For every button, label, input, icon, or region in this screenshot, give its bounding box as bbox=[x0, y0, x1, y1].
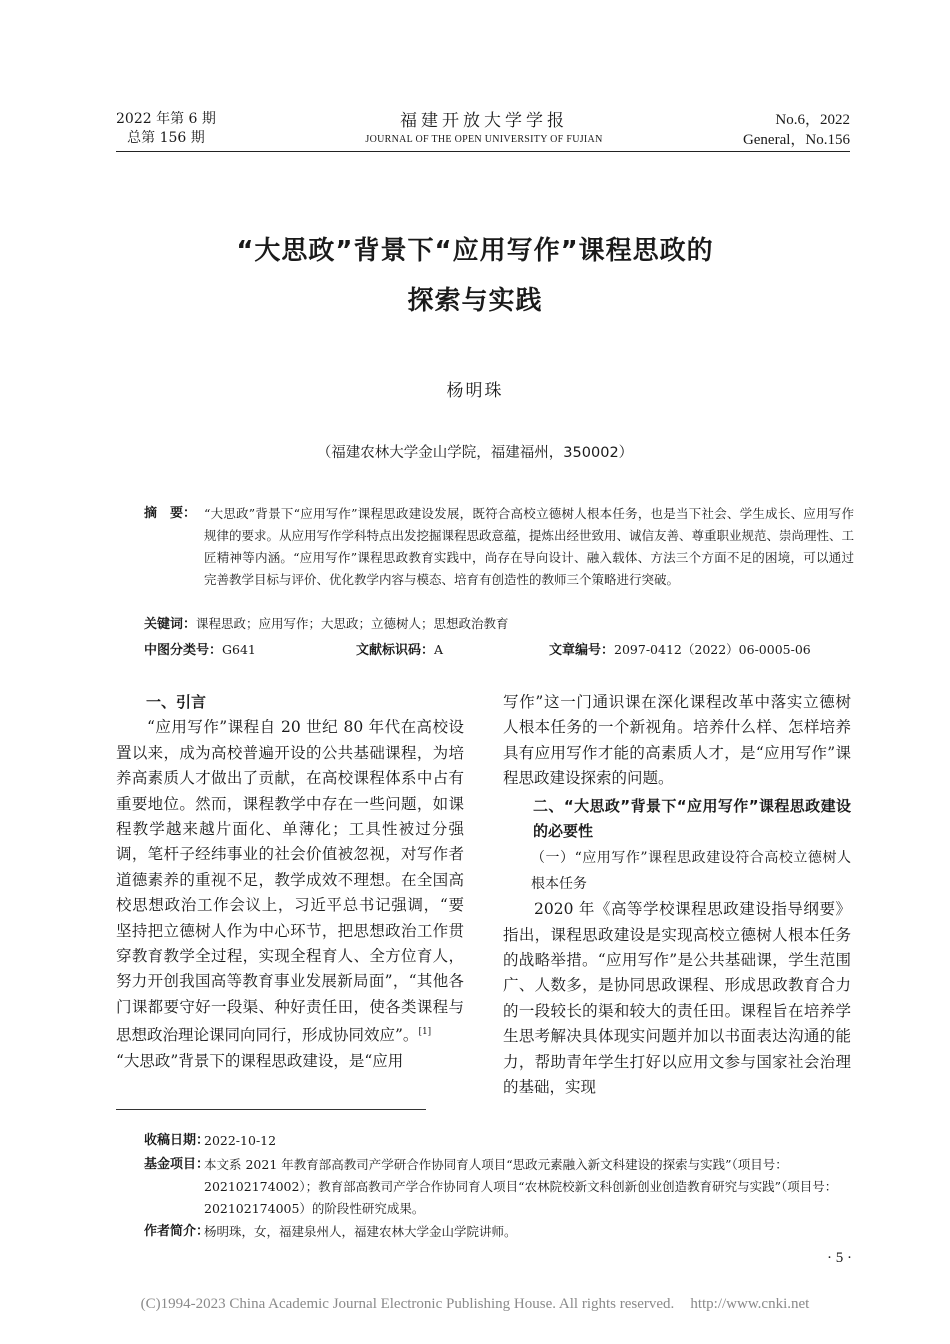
clc-value: G641 bbox=[222, 642, 256, 657]
title-line-2: 探索与实践 bbox=[407, 286, 543, 316]
author-affiliation: （福建农林大学金山学院，福建福州，350002） bbox=[316, 445, 634, 461]
body-column-right bbox=[503, 690, 851, 1101]
section-1-paragraph-2: “大思政”背景下的课程思政建设，是“应用 bbox=[116, 1051, 404, 1070]
total-issue-cn: 总第 156 期 bbox=[127, 130, 205, 146]
keywords-text: 课程思政；应用写作；大思政；立德树人；思想政治教育 bbox=[196, 616, 509, 631]
fund-project bbox=[144, 1154, 860, 1220]
doc-code-value: A bbox=[434, 642, 444, 657]
section-1-paragraph-1 bbox=[116, 715, 464, 1048]
keywords bbox=[144, 614, 509, 635]
fund-label: 基金项目： bbox=[144, 1157, 210, 1172]
header-issue-en bbox=[743, 110, 850, 150]
body-column-left bbox=[116, 690, 464, 1074]
cnki-watermark bbox=[0, 1296, 950, 1313]
header-rule bbox=[116, 151, 850, 152]
article-no-label: 文章编号： bbox=[549, 643, 615, 658]
total-issue-en: General，No.156 bbox=[742, 132, 850, 148]
received-value: 2022-10-12 bbox=[204, 1133, 277, 1148]
reference-mark: [1] bbox=[418, 1027, 432, 1038]
author-name: 杨明珠 bbox=[446, 381, 504, 401]
clc-number bbox=[144, 640, 256, 661]
keywords-label: 关键词： bbox=[144, 617, 197, 632]
footnote-rule bbox=[116, 1109, 426, 1110]
abstract bbox=[144, 503, 854, 591]
title-line-1: “大思政”背景下“应用写作”课程思政的 bbox=[236, 236, 714, 266]
issue-en: No.6，2022 bbox=[775, 112, 850, 128]
issue-cn: 2022 年第 6 期 bbox=[116, 111, 216, 127]
article-number bbox=[549, 640, 811, 661]
journal-name bbox=[334, 110, 634, 148]
journal-name-cn: 福建开放大学学报 bbox=[400, 111, 568, 131]
page-number: · 5 · bbox=[827, 1250, 852, 1266]
article-title bbox=[100, 226, 850, 326]
abstract-label: 摘 要： bbox=[144, 506, 197, 521]
watermark-site: http://www.cnki.net bbox=[690, 1296, 810, 1312]
subsection-1-heading: （一）“应用写作”课程思政建设符合高校立德树人根本任务 bbox=[531, 850, 851, 892]
author-bio-value: 杨明珠，女，福建泉州人，福建农林大学金山学院讲师。 bbox=[204, 1224, 517, 1239]
document-code bbox=[356, 640, 443, 661]
doc-code-label: 文献标识码： bbox=[356, 643, 435, 658]
journal-name-en: JOURNAL OF THE OPEN UNIVERSITY OF FUJIAN bbox=[365, 134, 603, 145]
header-issue-cn bbox=[116, 110, 216, 148]
section-2-heading: 二、“大思政”背景下“应用写作”课程思政建设的必要性 bbox=[533, 796, 851, 841]
section-1-heading: 一、引言 bbox=[146, 693, 207, 711]
fund-value: 本文系 2021 年教育部高教司产学研合作协同育人项目“思政元素融入新文科建设的探索与实践”（项目号：202102174002）；教育部高教司产学合作协同育人项目“农林院校新文科创新创业创造教育研究与实践”（项目号：202102174005）的阶段性研究成果。 bbox=[204, 1157, 838, 1216]
clc-label: 中图分类号： bbox=[144, 643, 223, 658]
abstract-text: “大思政”背景下“应用写作”课程思政建设发展，既符合高校立德树人根本任务，也是当下社会、学生成长、应用写作规律的要求。从应用写作学科特点出发挖掘课程思政意蕴，提炼出经世致用、诚信友善、尊重职业规范、崇尚理性、工匠精神等内涵。“应用写作”课程思政教育实践中，尚存在导向设计、融入载体、方法三个方面不足的困境，可以通过完善教学目标与评价、优化教学内容与模态、培育有创造性的教师三个策略进行突破。 bbox=[204, 506, 855, 587]
received-label: 收稿日期： bbox=[144, 1133, 210, 1148]
author-bio bbox=[144, 1221, 860, 1243]
received-date bbox=[144, 1130, 860, 1152]
author-bio-label: 作者简介： bbox=[144, 1224, 210, 1239]
article-no-value: 2097-0412（2022）06-0005-06 bbox=[614, 642, 811, 657]
watermark-copyright: (C)1994-2023 China Academic Journal Electronic Publishing House. All rights reserved. bbox=[140, 1296, 675, 1312]
section-1-paragraph-2-continued: 写作”这一门通识课在深化课程改革中落实立德树人根本任务的一个新视角。培养什么样、怎样培养具有应用写作才能的高素质人才，是“应用写作”课程思政建设探索的问题。 bbox=[503, 693, 851, 788]
subsection-1-paragraph-1: 2020 年《高等学校课程思政建设指导纲要》指出，课程思政建设是实现高校立德树人根本任务的战略举措。“应用写作”是公共基础课，学生范围广、人数多，是协同思政课程、形成思政教育合力的一段较长的渠和较大的责任田。课程旨在培养学生思考解决具体现实问题并加以书面表达沟通的能力，帮助青年学生打好以应用文参与国家社会治理的基础，实现 bbox=[503, 900, 851, 1097]
section-1-paragraph-1-text: “应用写作”课程自 20 世纪 80 年代在高校设置以来，成为高校普遍开设的公共基础课程，为培养高素质人才做出了贡献，在高校课程体系中占有重要地位。然而，课程教学中存在一些问题，如课程教学越来越片面化、单薄化；工具性被过分强调，笔杆子经纬事业的社会价值被忽视，对写作者道德素养的重视不足，教学成效不理想。在全国高校思想政治工作会议上，习近平总书记强调，“要坚持把立德树人作为中心环节，把思想政治工作贯穿教育教学全过程，实现全程育人、全方位育人，努力开创我国高等教育事业发展新局面”，“其他各门课都要守好一段渠、种好责任田，使各类课程与思想政治理论课同向同行，形成协同效应”。 bbox=[116, 718, 464, 1045]
